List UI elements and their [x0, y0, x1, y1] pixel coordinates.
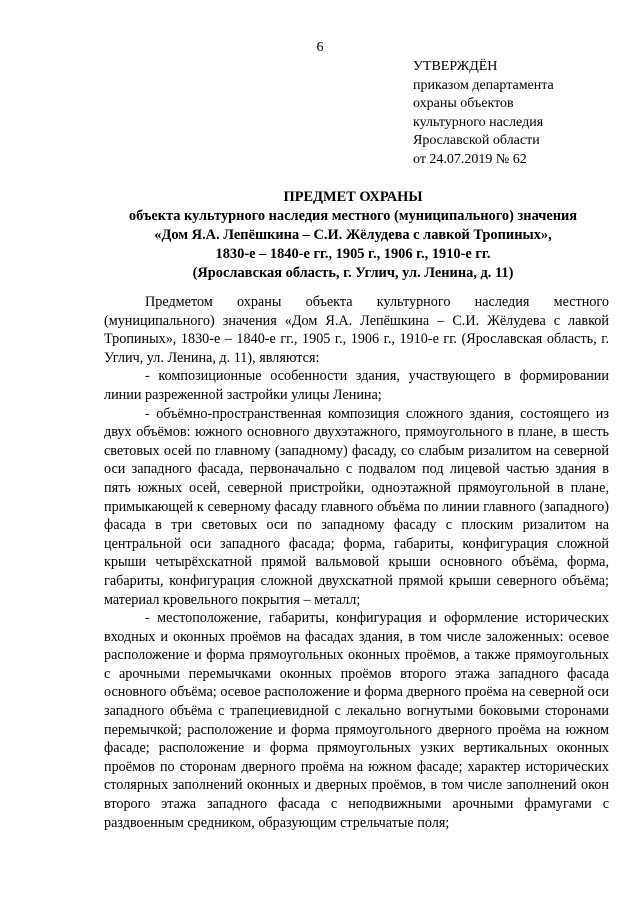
body-paragraph: - объёмно-пространственная композиция сложного здания, состоящего из двух объёмов: южного основного двухэтажного, прямоугольного в плане, в шесть световых осей по главному (западному) фасаду, со слабым ризалитом на северной оси западного фасада, первоначально с подвалом под лицевой частью здания в пять южных осей, северной пристройки, одноэтажной прямоугольной в плане, примыкающей к северному фасаду главного объёма по линии главного (западного) фасада в три световых оси по западному фасаду с плоским ризалитом на центральной оси западного фасада; форма, габариты, конфигурация сложной крыши четырёхскатной прямой вальмовой крыши основного объёма, форма, габариты, конфигурация сложной двухскатной прямой крыши северного объёма; материал кровельного покрытия – металл;	[104, 405, 609, 608]
document-title	[95, 188, 611, 283]
approval-line: от 24.07.2019 № 62	[413, 151, 527, 167]
title-line: «Дом Я.А. Лепёшкина – С.И. Жёлудева с лавкой Тропиных»,	[154, 227, 552, 243]
approval-line: приказом департамента	[413, 77, 554, 93]
body-paragraph: Предметом охраны объекта культурного наследия местного (муниципального) значения «Дом Я.А. Лепёшкина – С.И. Жёлудева с лавкой Тропиных», 1830-е – 1840-е гг., 1905 г., 1906 г., 1910-е гг. (Ярославская область, г. Углич, ул. Ленина, д. 11), являются:	[104, 294, 609, 366]
title-line: (Ярославская область, г. Углич, ул. Ленина, д. 11)	[192, 265, 514, 281]
approval-line: культурного наследия	[413, 114, 544, 130]
approval-stamp	[413, 58, 554, 170]
page-number: 6	[316, 40, 324, 55]
approval-line: охраны объектов	[413, 96, 514, 112]
document-body	[104, 293, 609, 832]
title-line: объекта культурного наследия местного (муниципального) значения	[128, 208, 578, 224]
title-heading: ПРЕДМЕТ ОХРАНЫ	[283, 189, 423, 205]
title-line: 1830-е – 1840-е гг., 1905 г., 1906 г., 1910-е гг.	[215, 246, 491, 262]
approval-line: Ярославской области	[413, 133, 540, 149]
body-paragraph: - композиционные особенности здания, участвующего в формировании линии разреженной застройки улицы Ленина;	[104, 368, 609, 403]
approval-line: УТВЕРЖДЁН	[413, 59, 498, 74]
body-paragraph: - местоположение, габариты, конфигурация и оформление исторических входных и оконных проёмов на фасадах здания, в том числе заложенных: осевое расположение и форма прямоугольных оконных проёмов, а также прямоугольных с арочными перемычками оконных проёмов второго этажа западного фасада основного объёма; осевое расположение и форма дверного проёма на северной оси западного объёма с трапециевидной с лекально вогнутыми боковыми сторонами перемычкой; расположение и форма прямоугольного дверного проёма на южном фасаде; расположение и форма прямоугольных узких вертикальных оконных проёмов по сторонам дверного проёма на южном фасаде; характер исторических столярных заполнений оконных и дверных проёмов, в том числе заполнений окон второго этажа западного фасада с неподвижными арочными фрамугами с раздвоенным средником, образующим стрельчатые поля;	[104, 610, 609, 831]
